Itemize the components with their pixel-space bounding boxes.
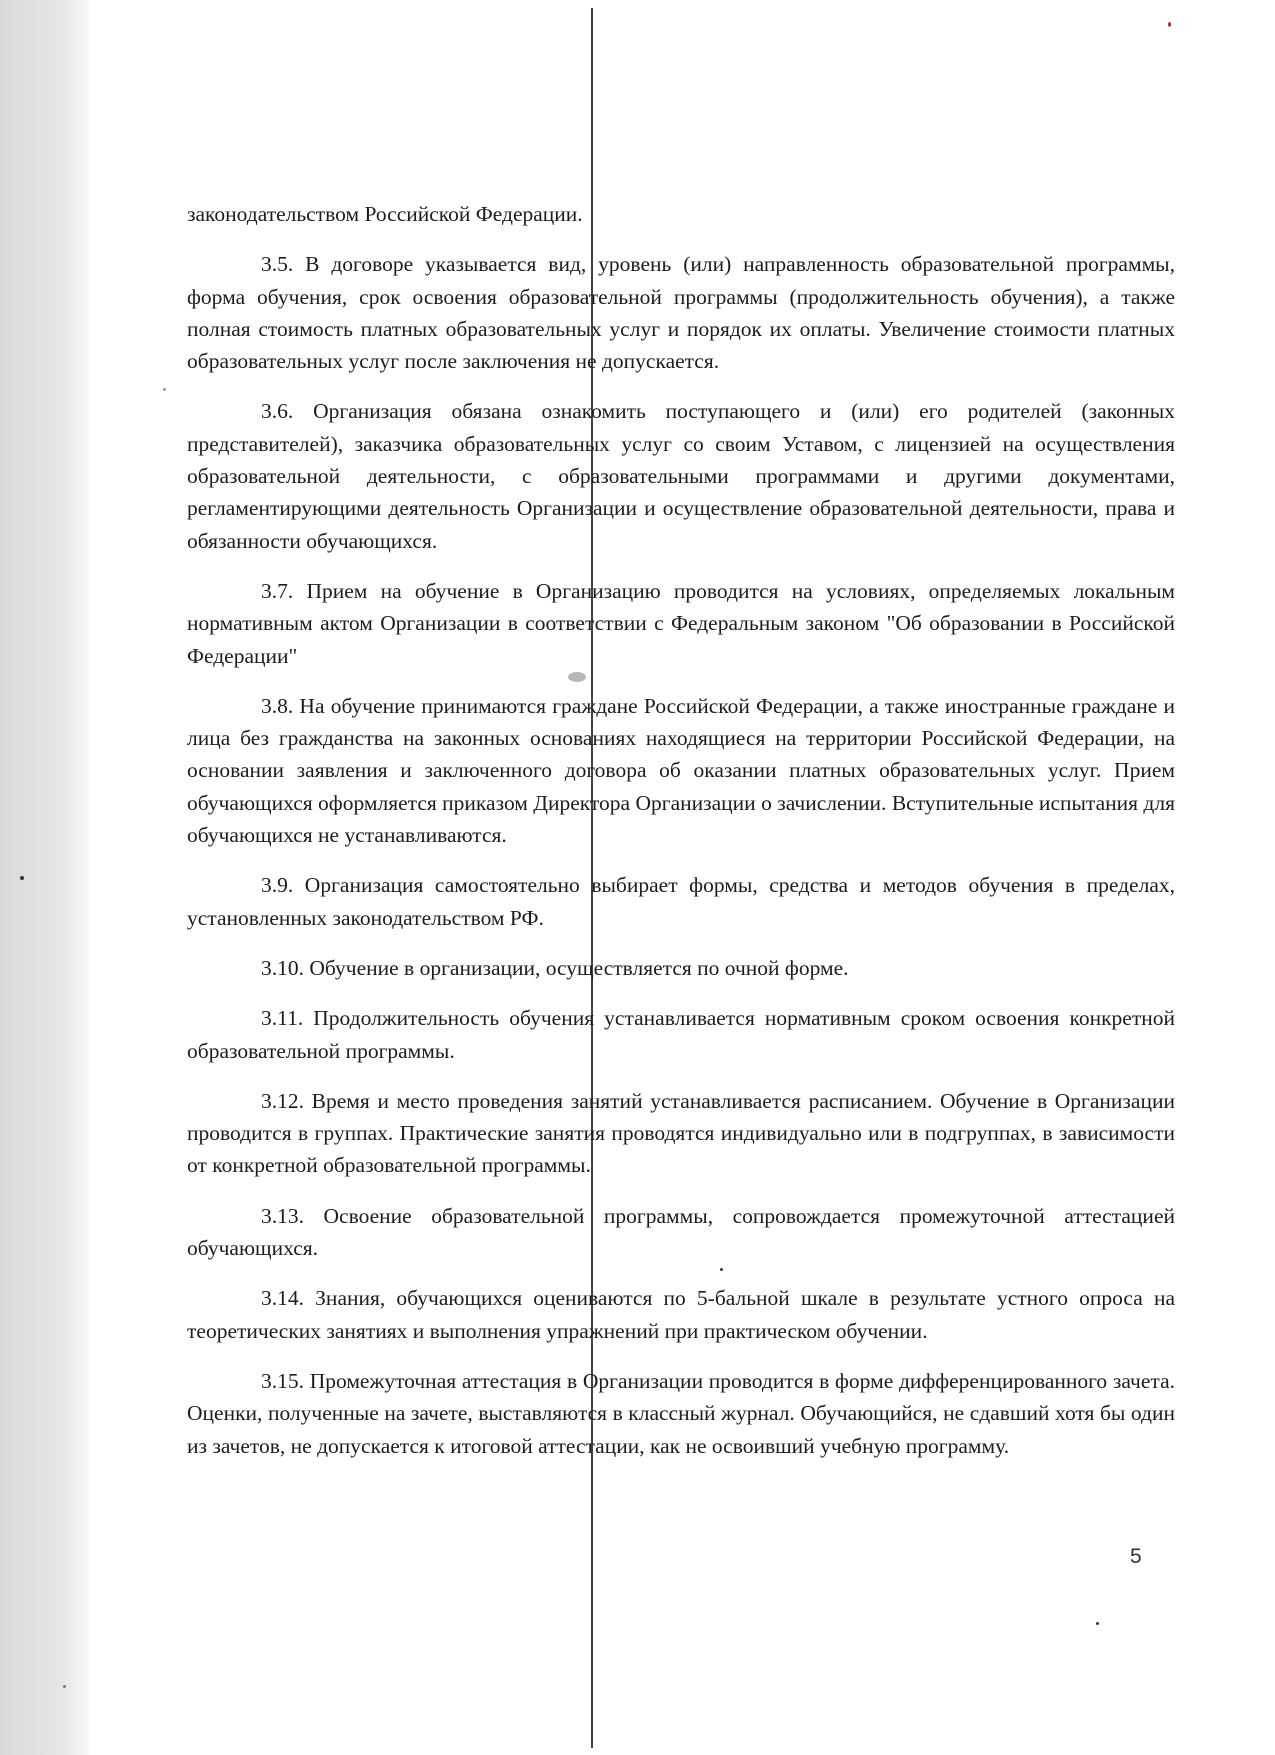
- paragraph-3-11: 3.11. Продолжительность обучения устанавливается нормативным сроком освоения конкретной образовательной программы.: [187, 1006, 1175, 1063]
- paragraph-3-9: 3.9. Организация самостоятельно выбирает формы, средства и методов обучения в пределах, установленных законодательством РФ.: [187, 873, 1175, 930]
- paragraph-3-15: 3.15. Промежуточная аттестация в Организации проводится в форме дифференцированного зачета. Оценки, полученные на зачете, выставляются в классный журнал. Обучающийся, не сдавший хотя бы один из зачетов, не допускается к итоговой аттестации, как не освоивший учебную программу.: [187, 1368, 1175, 1458]
- paragraph-3-8: 3.8. На обучение принимаются граждане Российской Федерации, а также иностранные граждане и лица без гражданства на законных основаниях находящиеся на территории Российской Федерации, на основании заявления и заключенного договора об оказании платных образовательных услуг. Прием обучающихся оформляется приказом Директора Организации о зачислении. Вступительные испытания для обучающихся не устанавливаются.: [187, 693, 1175, 848]
- scan-speck: [1096, 1622, 1099, 1625]
- paragraph-3-14: 3.14. Знания, обучающихся оцениваются по 5-бальной шкале в результате устного опроса на теоретических занятиях и выполнения упражнений при практическом обучении.: [187, 1286, 1175, 1343]
- scan-shadow-edge: [0, 0, 90, 1755]
- scan-speck: [63, 1685, 66, 1688]
- page-number: 5: [1130, 1545, 1142, 1568]
- scan-speck: [1168, 22, 1171, 27]
- paragraph-3-12: 3.12. Время и место проведения занятий устанавливается расписанием. Обучение в Организации проводится в группах. Практические занятия проводятся индивидуально или в подгруппах, в зависимости от конкретной образовательной программы.: [187, 1088, 1175, 1178]
- scan-speck: [20, 876, 24, 880]
- paragraph-continuation: законодательством Российской Федерации.: [187, 202, 583, 226]
- scan-speck: [163, 388, 166, 391]
- paragraph-3-13: 3.13. Освоение образовательной программы, сопровождается промежуточной аттестацией обучающихся.: [187, 1203, 1175, 1261]
- paragraph-3-6: 3.6. Организация обязана ознакомить поступающего и (или) его родителей (законных представителей), заказчика образовательных услуг со своим Уставом, с лицензией на осуществления образовательной деятельности, с образовательными программами и другими документами, регламентирующими деятельность Организации и осуществление образовательной деятельности, права и обязанности обучающихся.: [187, 399, 1175, 553]
- paragraph-3-10: 3.10. Обучение в организации, осуществляется по очной форме.: [261, 955, 849, 980]
- paragraph-3-7: 3.7. Прием на обучение в Организацию проводится на условиях, определяемых локальным нормативным актом Организации в соответствии с Федеральным законом "Об образовании в Российской Федерации": [187, 578, 1175, 668]
- paragraph-3-5: 3.5. В договоре указывается вид, уровень (или) направленность образовательной программы, форма обучения, срок освоения образовательной программы (продолжительность обучения), а также полная стоимость платных образовательных услуг и порядок их оплаты. Увеличение стоимости платных образовательных услуг после заключения не допускается.: [187, 252, 1175, 374]
- document-body: [187, 198, 1175, 1480]
